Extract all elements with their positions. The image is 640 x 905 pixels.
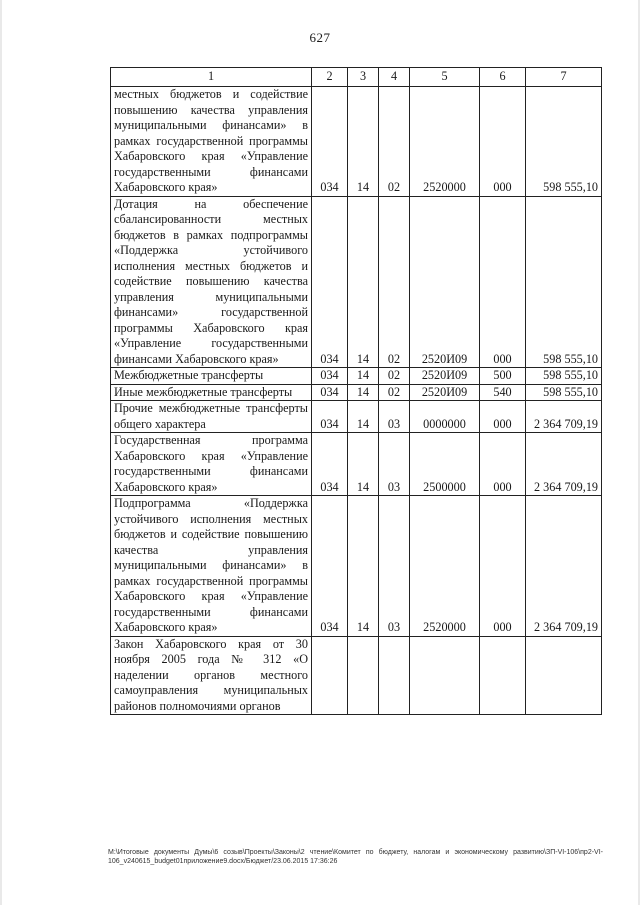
row-subsection: 03: [379, 496, 410, 637]
header-col-5: 5: [410, 68, 480, 87]
row-ministry-code: 034: [312, 384, 348, 401]
header-col-3: 3: [348, 68, 379, 87]
header-col-4: 4: [379, 68, 410, 87]
table-row: [111, 368, 602, 385]
row-ministry-code: 034: [312, 401, 348, 433]
table-row: [111, 433, 602, 496]
table-row: [111, 496, 602, 637]
row-target-article: 2520000: [410, 496, 480, 637]
document-path-footer: M:\Итоговые документы Думы\6 созыв\Проекты\Законы\2 чтение\Комитет по бюджету, налогам и экономическому развитию\ЗП-VI-106\пр2-VI-106_v240615_budget01приложение9.docx/Бюджет/23.06.2015 17:36:26: [108, 849, 603, 865]
row-subsection: 03: [379, 433, 410, 496]
header-col-6: 6: [480, 68, 526, 87]
header-col-2: 2: [312, 68, 348, 87]
row-ministry-code: [312, 636, 348, 715]
row-amount: 598 555,10: [526, 368, 602, 385]
row-amount: 2 364 709,19: [526, 496, 602, 637]
row-section: 14: [348, 87, 379, 197]
row-expense-type: 000: [480, 87, 526, 197]
row-section: 14: [348, 433, 379, 496]
row-section: 14: [348, 496, 379, 637]
row-target-article: [410, 636, 480, 715]
row-target-article: 0000000: [410, 401, 480, 433]
row-ministry-code: 034: [312, 368, 348, 385]
row-target-article: 2520И09: [410, 196, 480, 368]
row-expense-type: [480, 636, 526, 715]
row-expense-type: 000: [480, 496, 526, 637]
row-section: 14: [348, 368, 379, 385]
row-amount: [526, 636, 602, 715]
row-ministry-code: 034: [312, 87, 348, 197]
row-description: Межбюджетные трансферты: [111, 368, 312, 385]
row-target-article: 2520И09: [410, 384, 480, 401]
page-number: 627: [309, 30, 331, 45]
header-col-7: 7: [526, 68, 602, 87]
row-description: Государственная программа Хабаровского края «Управление государственными финансами Хабаровского края»: [111, 433, 312, 496]
table-row: [111, 401, 602, 433]
row-section: 14: [348, 401, 379, 433]
table-row: [111, 384, 602, 401]
row-amount: 598 555,10: [526, 87, 602, 197]
row-expense-type: 000: [480, 433, 526, 496]
row-expense-type: 000: [480, 401, 526, 433]
row-description: Иные межбюджетные трансферты: [111, 384, 312, 401]
row-expense-type: 500: [480, 368, 526, 385]
row-section: [348, 636, 379, 715]
row-ministry-code: 034: [312, 433, 348, 496]
row-subsection: 02: [379, 368, 410, 385]
row-section: 14: [348, 196, 379, 368]
row-subsection: 02: [379, 196, 410, 368]
row-amount: 2 364 709,19: [526, 433, 602, 496]
row-target-article: 2520И09: [410, 368, 480, 385]
row-subsection: [379, 636, 410, 715]
row-description: местных бюджетов и содействие повышению качества управления муниципальными финансами» в рамках государственной программы Хабаровского края «Управление государственными финансами Хабаровского края»: [111, 87, 312, 197]
budget-table: [110, 67, 602, 715]
row-description: Подпрограмма «Поддержка устойчивого исполнения местных бюджетов и содействие повышению качества управления муниципальными финансами» в рамках государственной программы Хабаровского края «Управление государственными финансами Хабаровского края»: [111, 496, 312, 637]
row-description: Дотация на обеспечение сбалансированности местных бюджетов в рамках подпрограммы «Поддержка устойчивого исполнения местных бюджетов и содействие повышению качества управления муниципальными финансами» государственной программы Хабаровского края «Управление государственными финансами Хабаровского края»: [111, 196, 312, 368]
row-subsection: 03: [379, 401, 410, 433]
row-ministry-code: 034: [312, 196, 348, 368]
row-subsection: 02: [379, 87, 410, 197]
row-amount: 598 555,10: [526, 196, 602, 368]
row-description: Прочие межбюджетные трансферты общего характера: [111, 401, 312, 433]
scan-edge-left: [0, 0, 2, 905]
table-header-row: [111, 68, 602, 87]
table-row: [111, 636, 602, 715]
row-ministry-code: 034: [312, 496, 348, 637]
row-subsection: 02: [379, 384, 410, 401]
table-row: [111, 87, 602, 197]
row-amount: 2 364 709,19: [526, 401, 602, 433]
row-expense-type: 000: [480, 196, 526, 368]
header-col-1: 1: [111, 68, 312, 87]
table-row: [111, 196, 602, 368]
row-amount: 598 555,10: [526, 384, 602, 401]
row-target-article: 2520000: [410, 87, 480, 197]
row-section: 14: [348, 384, 379, 401]
row-target-article: 2500000: [410, 433, 480, 496]
row-description: Закон Хабаровского края от 30 ноября 2005 года № 312 «О наделении органов местного самоуправления муниципальных районов полномочиями органов: [111, 636, 312, 715]
row-expense-type: 540: [480, 384, 526, 401]
